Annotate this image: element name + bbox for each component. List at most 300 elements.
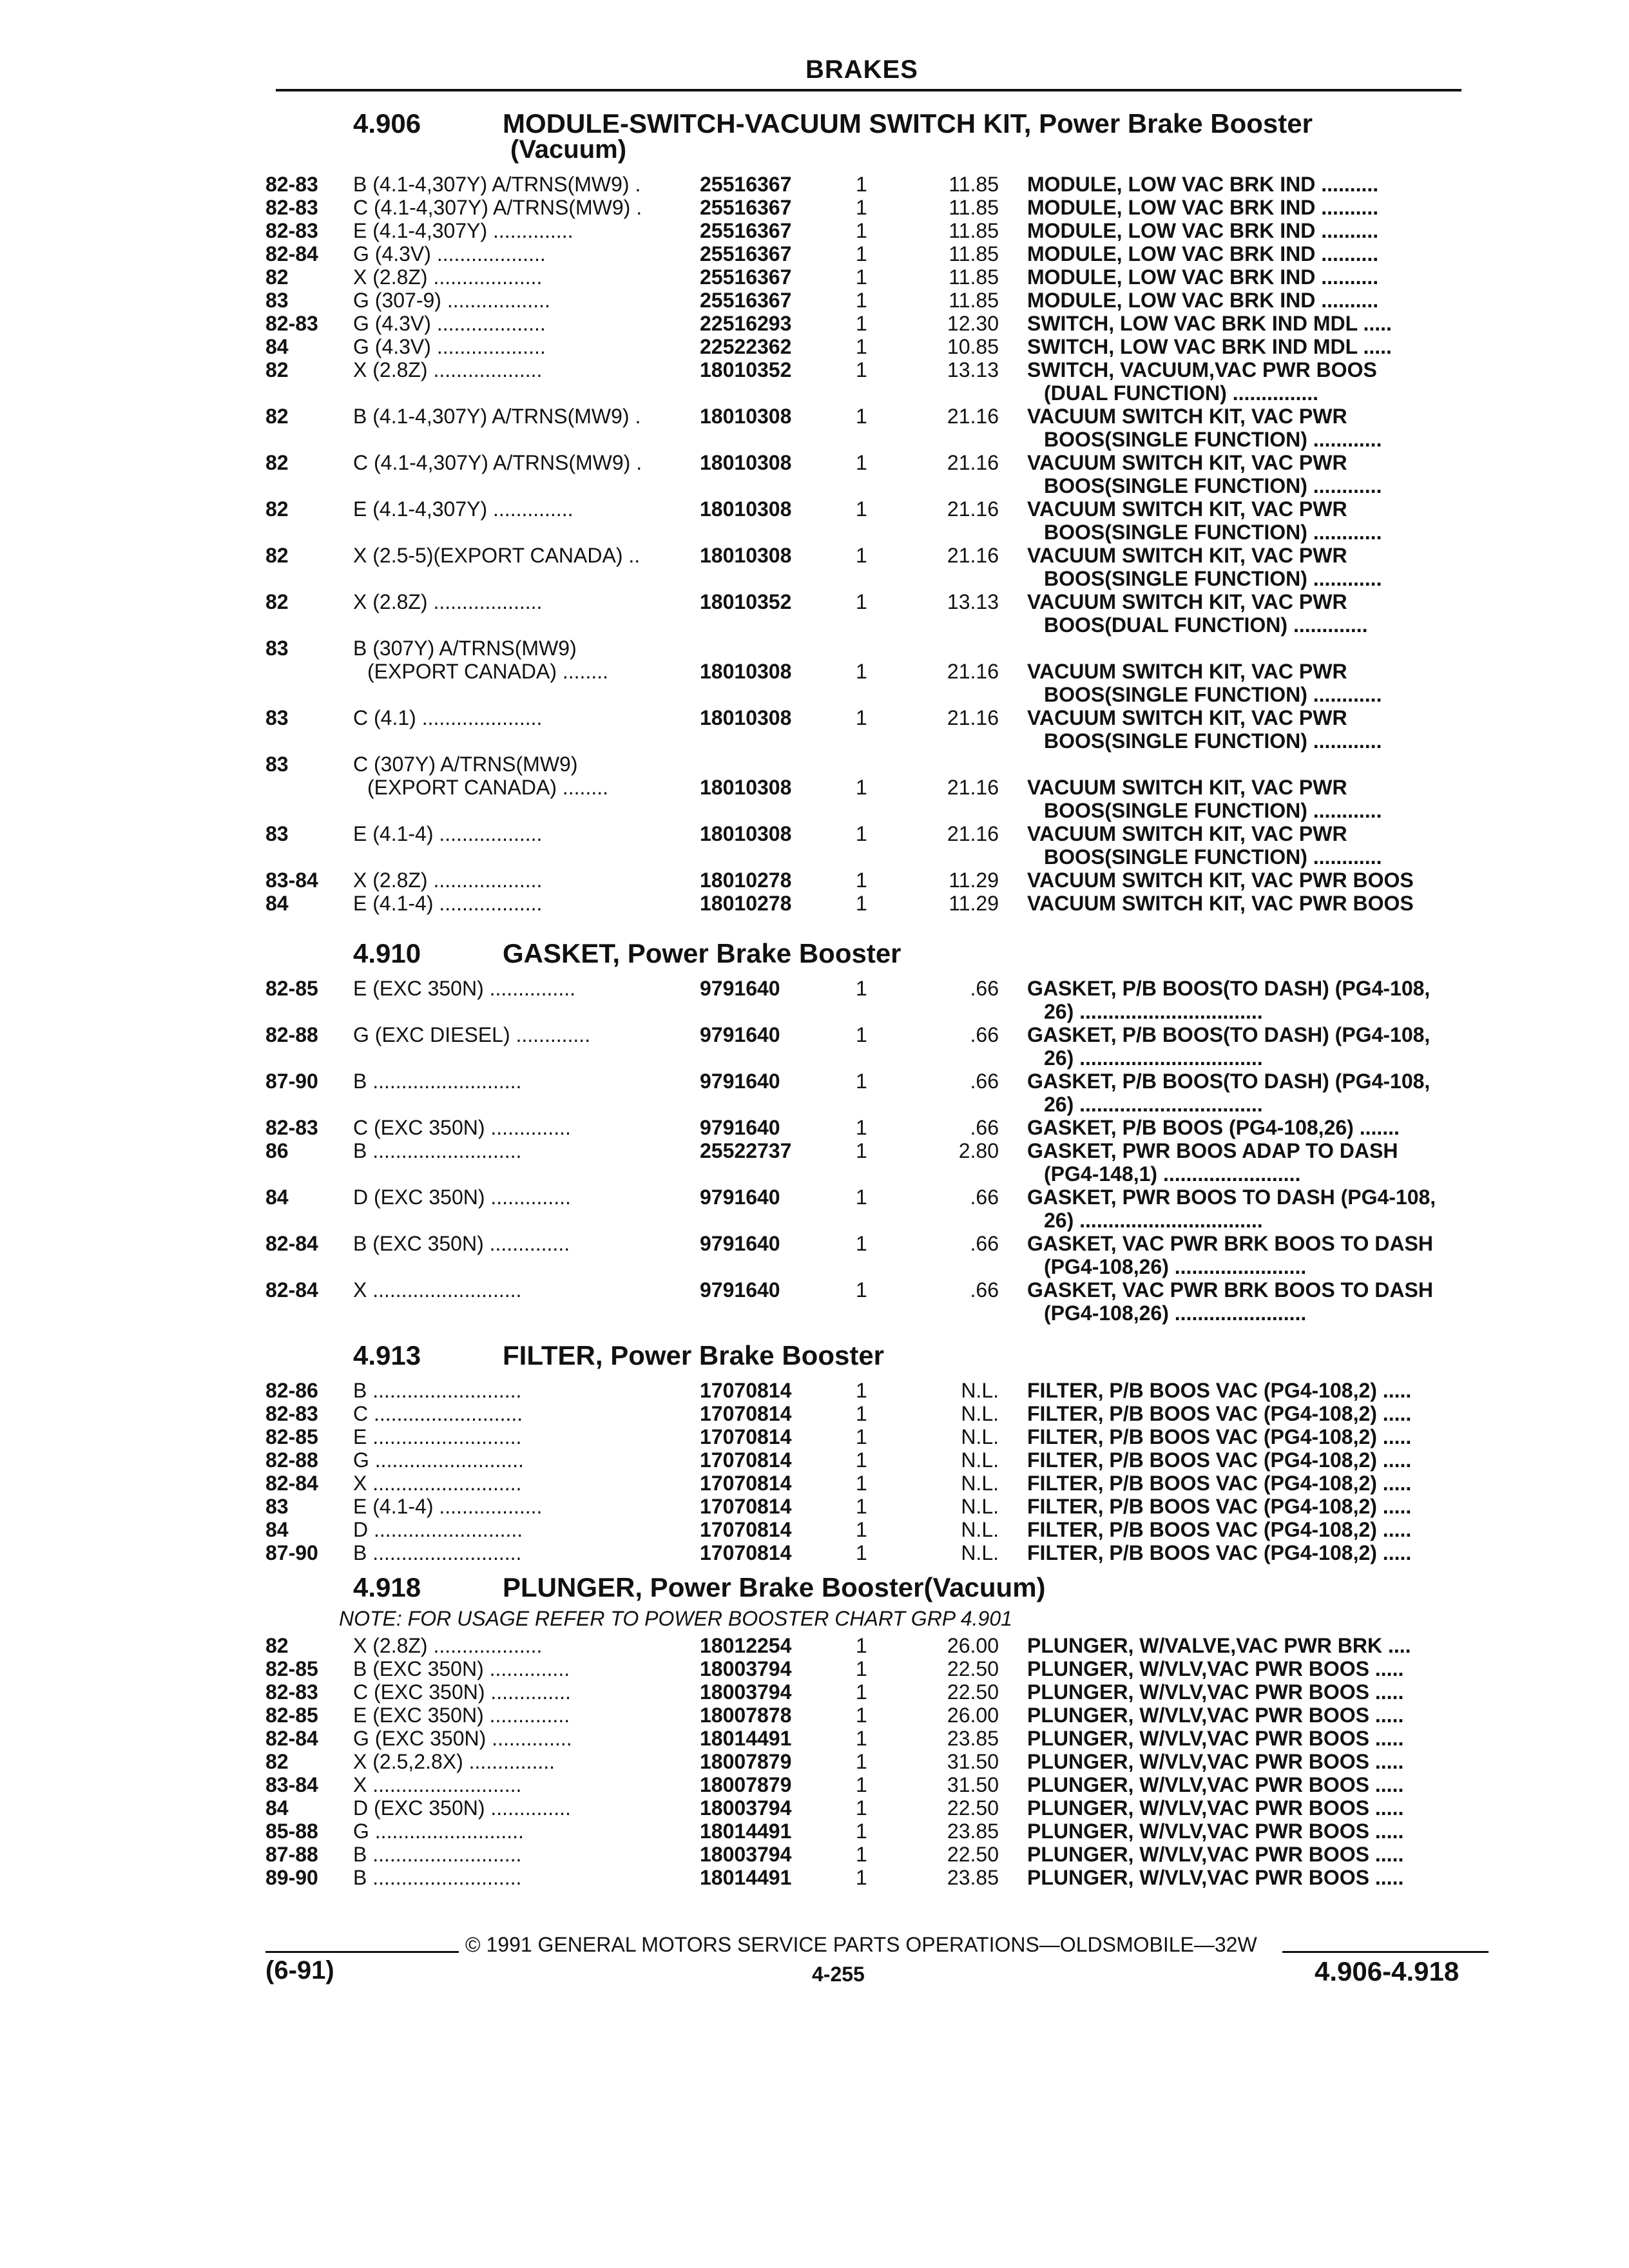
description-cell: PLUNGER, W/VLV,VAC PWR BOOS ..... (1027, 1820, 1404, 1843)
price-cell: 11.85 (949, 265, 999, 289)
year-cell: 82 (265, 358, 289, 381)
section-number: 4.918 (353, 1572, 421, 1602)
description-cell: MODULE, LOW VAC BRK IND .......... (1027, 219, 1379, 242)
description-cell-continued: 26) ................................ (1044, 1093, 1263, 1116)
header-divider (276, 89, 1461, 91)
vehicle-cell: X .......................... (353, 1278, 522, 1302)
year-cell: 89-90 (265, 1866, 318, 1889)
price-cell: .66 (970, 1278, 999, 1302)
year-cell: 82-83 (265, 1402, 318, 1425)
part-number-cell: 18010352 (700, 590, 792, 613)
year-cell: 82 (265, 265, 289, 289)
price-cell: 21.16 (947, 660, 999, 683)
quantity-cell: 1 (856, 660, 867, 683)
vehicle-cell: B .......................... (353, 1866, 522, 1889)
description-cell: PLUNGER, W/VLV,VAC PWR BOOS ..... (1027, 1680, 1404, 1704)
vehicle-cell: E (4.1-4) .................. (353, 892, 543, 915)
vehicle-cell: D .......................... (353, 1518, 523, 1541)
footer-date: (6-91) (265, 1956, 334, 1984)
quantity-cell: 1 (856, 1704, 867, 1727)
vehicle-cell: D (EXC 350N) .............. (353, 1796, 571, 1820)
quantity-cell: 1 (856, 590, 867, 613)
table-row (0, 497, 1629, 544)
price-cell: 22.50 (947, 1680, 999, 1704)
year-cell: 87-90 (265, 1070, 318, 1093)
year-cell: 87-88 (265, 1843, 318, 1866)
table-row (0, 1186, 1629, 1232)
year-cell: 82-83 (265, 219, 318, 242)
table-row (0, 706, 1629, 753)
quantity-cell: 1 (856, 451, 867, 474)
vehicle-cell: G (4.3V) ................... (353, 312, 546, 335)
table-row (0, 451, 1629, 497)
description-cell: PLUNGER, W/VLV,VAC PWR BOOS ..... (1027, 1796, 1404, 1820)
footer-copyright: © 1991 GENERAL MOTORS SERVICE PARTS OPERATIONS—OLDSMOBILE—32W (465, 1933, 1257, 1956)
vehicle-cell: B .......................... (353, 1139, 522, 1162)
description-cell: GASKET, PWR BOOS ADAP TO DASH (1027, 1139, 1398, 1162)
quantity-cell: 1 (856, 1023, 867, 1046)
quantity-cell: 1 (856, 1116, 867, 1139)
price-cell: N.L. (961, 1379, 999, 1402)
vehicle-cell: G (4.3V) ................... (353, 335, 546, 358)
price-cell: 21.16 (947, 776, 999, 799)
price-cell: 11.85 (949, 289, 999, 312)
part-number-cell: 25516367 (700, 289, 792, 312)
price-cell: 21.16 (947, 822, 999, 845)
part-number-cell: 9791640 (700, 1070, 780, 1093)
description-cell: FILTER, P/B BOOS VAC (PG4-108,2) ..... (1027, 1518, 1412, 1541)
vehicle-cell: G (4.3V) ................... (353, 242, 546, 265)
quantity-cell: 1 (856, 892, 867, 915)
description-cell: MODULE, LOW VAC BRK IND .......... (1027, 265, 1379, 289)
year-cell: 82-85 (265, 977, 318, 1000)
description-cell: GASKET, P/B BOOS(TO DASH) (PG4-108, (1027, 1070, 1431, 1093)
year-cell: 82-83 (265, 173, 318, 196)
description-cell: PLUNGER, W/VALVE,VAC PWR BRK .... (1027, 1634, 1411, 1657)
part-number-cell: 18010308 (700, 822, 792, 845)
year-cell: 83 (265, 753, 289, 776)
price-cell: N.L. (961, 1472, 999, 1495)
description-cell-continued: BOOS(SINGLE FUNCTION) ............ (1044, 567, 1382, 590)
quantity-cell: 1 (856, 1379, 867, 1402)
price-cell: .66 (970, 1070, 999, 1093)
part-number-cell: 18003794 (700, 1796, 792, 1820)
price-cell: 11.85 (949, 196, 999, 219)
description-cell: VACUUM SWITCH KIT, VAC PWR (1027, 590, 1347, 613)
part-number-cell: 18014491 (700, 1866, 792, 1889)
vehicle-cell: C (4.1-4,307Y) A/TRNS(MW9) . (353, 451, 642, 474)
description-cell: GASKET, P/B BOOS(TO DASH) (PG4-108, (1027, 1023, 1431, 1046)
table-row (0, 637, 1629, 706)
part-number-cell: 25516367 (700, 219, 792, 242)
part-number-cell: 18010308 (700, 544, 792, 567)
description-cell-continued: BOOS(SINGLE FUNCTION) ............ (1044, 521, 1382, 544)
quantity-cell: 1 (856, 544, 867, 567)
description-cell-continued: (DUAL FUNCTION) ............... (1044, 381, 1319, 405)
part-number-cell: 18010278 (700, 892, 792, 915)
description-cell-continued: BOOS(SINGLE FUNCTION) ............ (1044, 799, 1382, 822)
vehicle-cell: X (2.8Z) ................... (353, 358, 543, 381)
quantity-cell: 1 (856, 1448, 867, 1472)
part-number-cell: 18007878 (700, 1704, 792, 1727)
vehicle-cell: E (4.1-4) .................. (353, 822, 543, 845)
price-cell: 11.29 (949, 869, 999, 892)
vehicle-cell: C (4.1) ..................... (353, 706, 543, 729)
quantity-cell: 1 (856, 1186, 867, 1209)
description-cell: FILTER, P/B BOOS VAC (PG4-108,2) ..... (1027, 1379, 1412, 1402)
quantity-cell: 1 (856, 1843, 867, 1866)
description-cell-continued: BOOS(SINGLE FUNCTION) ............ (1044, 683, 1382, 706)
description-cell: SWITCH, LOW VAC BRK IND MDL ..... (1027, 335, 1392, 358)
vehicle-cell: C (EXC 350N) .............. (353, 1116, 571, 1139)
price-cell: 13.13 (947, 590, 999, 613)
table-row (0, 1139, 1629, 1186)
vehicle-cell: C (EXC 350N) .............. (353, 1680, 571, 1704)
quantity-cell: 1 (856, 1402, 867, 1425)
quantity-cell: 1 (856, 1278, 867, 1302)
part-number-cell: 9791640 (700, 1023, 780, 1046)
part-number-cell: 18010308 (700, 776, 792, 799)
vehicle-cell: D (EXC 350N) .............. (353, 1186, 571, 1209)
quantity-cell: 1 (856, 1472, 867, 1495)
year-cell: 82 (265, 451, 289, 474)
part-number-cell: 18014491 (700, 1820, 792, 1843)
description-cell: VACUUM SWITCH KIT, VAC PWR (1027, 822, 1347, 845)
description-cell: VACUUM SWITCH KIT, VAC PWR BOOS (1027, 892, 1414, 915)
year-cell: 86 (265, 1139, 289, 1162)
part-number-cell: 25516367 (700, 242, 792, 265)
description-cell-continued: 26) ................................ (1044, 1000, 1263, 1023)
description-cell-continued: (PG4-108,26) ....................... (1044, 1255, 1307, 1278)
table-row (0, 1023, 1629, 1070)
price-cell: N.L. (961, 1402, 999, 1425)
description-cell: PLUNGER, W/VLV,VAC PWR BOOS ..... (1027, 1704, 1404, 1727)
vehicle-cell: G (307-9) .................. (353, 289, 550, 312)
description-cell: PLUNGER, W/VLV,VAC PWR BOOS ..... (1027, 1866, 1404, 1889)
quantity-cell: 1 (856, 1634, 867, 1657)
table-row (0, 977, 1629, 1023)
part-number-cell: 25522737 (700, 1139, 792, 1162)
section-number: 4.913 (353, 1340, 421, 1370)
year-cell: 84 (265, 892, 289, 915)
table-row (0, 590, 1629, 637)
section-title: PLUNGER, Power Brake Booster(Vacuum) (503, 1572, 1046, 1602)
part-number-cell: 18010308 (700, 451, 792, 474)
vehicle-cell: B .......................... (353, 1070, 522, 1093)
table-row (0, 753, 1629, 822)
part-number-cell: 18003794 (700, 1680, 792, 1704)
description-cell: MODULE, LOW VAC BRK IND .......... (1027, 242, 1379, 265)
price-cell: 12.30 (947, 312, 999, 335)
quantity-cell: 1 (856, 405, 867, 428)
vehicle-cell: B (EXC 350N) .............. (353, 1232, 570, 1255)
vehicle-cell: E (4.1-4,307Y) .............. (353, 497, 574, 521)
price-cell: 11.85 (949, 173, 999, 196)
description-cell-continued: BOOS(SINGLE FUNCTION) ............ (1044, 428, 1382, 451)
quantity-cell: 1 (856, 776, 867, 799)
description-cell-continued: 26) ................................ (1044, 1046, 1263, 1070)
vehicle-cell: X .......................... (353, 1773, 522, 1796)
part-number-cell: 17070814 (700, 1379, 792, 1402)
year-cell: 84 (265, 1186, 289, 1209)
price-cell: 23.85 (947, 1727, 999, 1750)
description-cell: PLUNGER, W/VLV,VAC PWR BOOS ..... (1027, 1843, 1404, 1866)
year-cell: 83-84 (265, 869, 318, 892)
vehicle-cell: B .......................... (353, 1541, 522, 1564)
year-cell: 82 (265, 544, 289, 567)
vehicle-cell: C (307Y) A/TRNS(MW9) (353, 753, 578, 776)
vehicle-cell: B (4.1-4,307Y) A/TRNS(MW9) . (353, 405, 641, 428)
section-title: GASKET, Power Brake Booster (503, 938, 901, 968)
part-number-cell: 17070814 (700, 1495, 792, 1518)
footer-rule-right (1282, 1951, 1489, 1953)
price-cell: N.L. (961, 1541, 999, 1564)
vehicle-cell-continued: (EXPORT CANADA) ........ (367, 660, 608, 683)
vehicle-cell: E (EXC 350N) .............. (353, 1704, 570, 1727)
quantity-cell: 1 (856, 242, 867, 265)
footer-page-number: 4-255 (812, 1963, 865, 1986)
quantity-cell: 1 (856, 173, 867, 196)
part-number-cell: 18012254 (700, 1634, 792, 1657)
description-cell: GASKET, P/B BOOS(TO DASH) (PG4-108, (1027, 977, 1431, 1000)
part-number-cell: 17070814 (700, 1402, 792, 1425)
part-number-cell: 18010352 (700, 358, 792, 381)
price-cell: 26.00 (947, 1704, 999, 1727)
description-cell-continued: 26) ................................ (1044, 1209, 1263, 1232)
price-cell: 11.85 (949, 219, 999, 242)
description-cell: FILTER, P/B BOOS VAC (PG4-108,2) ..... (1027, 1495, 1412, 1518)
price-cell: .66 (970, 1186, 999, 1209)
description-cell: VACUUM SWITCH KIT, VAC PWR (1027, 544, 1347, 567)
table-row (0, 892, 1629, 938)
price-cell: N.L. (961, 1495, 999, 1518)
quantity-cell: 1 (856, 335, 867, 358)
year-cell: 83-84 (265, 1773, 318, 1796)
vehicle-cell: B .......................... (353, 1379, 522, 1402)
part-number-cell: 18010308 (700, 706, 792, 729)
quantity-cell: 1 (856, 1750, 867, 1773)
price-cell: N.L. (961, 1448, 999, 1472)
part-number-cell: 9791640 (700, 1278, 780, 1302)
table-row (0, 544, 1629, 590)
price-cell: 22.50 (947, 1843, 999, 1866)
vehicle-cell: G .......................... (353, 1820, 524, 1843)
part-number-cell: 25516367 (700, 196, 792, 219)
section-note: NOTE: FOR USAGE REFER TO POWER BOOSTER CHART GRP 4.901 (339, 1607, 1012, 1630)
description-cell: GASKET, PWR BOOS TO DASH (PG4-108, (1027, 1186, 1436, 1209)
part-number-cell: 17070814 (700, 1541, 792, 1564)
description-cell: VACUUM SWITCH KIT, VAC PWR (1027, 405, 1347, 428)
description-cell: GASKET, P/B BOOS (PG4-108,26) ....... (1027, 1116, 1400, 1139)
description-cell: VACUUM SWITCH KIT, VAC PWR (1027, 451, 1347, 474)
description-cell: VACUUM SWITCH KIT, VAC PWR (1027, 497, 1347, 521)
section-title: FILTER, Power Brake Booster (503, 1340, 885, 1370)
part-number-cell: 17070814 (700, 1518, 792, 1541)
part-number-cell: 18003794 (700, 1657, 792, 1680)
vehicle-cell: G (EXC DIESEL) ............. (353, 1023, 591, 1046)
price-cell: 13.13 (947, 358, 999, 381)
year-cell: 82-83 (265, 196, 318, 219)
price-cell: 21.16 (947, 451, 999, 474)
year-cell: 82-88 (265, 1023, 318, 1046)
table-row (0, 1866, 1629, 1912)
quantity-cell: 1 (856, 1495, 867, 1518)
quantity-cell: 1 (856, 1820, 867, 1843)
year-cell: 83 (265, 1495, 289, 1518)
quantity-cell: 1 (856, 869, 867, 892)
year-cell: 84 (265, 1796, 289, 1820)
description-cell-continued: BOOS(SINGLE FUNCTION) ............ (1044, 845, 1382, 869)
part-number-cell: 18010278 (700, 869, 792, 892)
quantity-cell: 1 (856, 822, 867, 845)
description-cell-continued: BOOS(DUAL FUNCTION) ............. (1044, 613, 1368, 637)
section-subtitle: (Vacuum) (510, 135, 627, 164)
part-number-cell: 9791640 (700, 1186, 780, 1209)
price-cell: 21.16 (947, 544, 999, 567)
part-number-cell: 25516367 (700, 173, 792, 196)
part-number-cell: 18014491 (700, 1727, 792, 1750)
year-cell: 87-90 (265, 1541, 318, 1564)
part-number-cell: 18010308 (700, 405, 792, 428)
year-cell: 82-85 (265, 1425, 318, 1448)
part-number-cell: 25516367 (700, 265, 792, 289)
quantity-cell: 1 (856, 1232, 867, 1255)
year-cell: 82 (265, 1750, 289, 1773)
price-cell: 11.85 (949, 242, 999, 265)
vehicle-cell: E (4.1-4) .................. (353, 1495, 543, 1518)
year-cell: 82-84 (265, 1278, 318, 1302)
description-cell: FILTER, P/B BOOS VAC (PG4-108,2) ..... (1027, 1541, 1412, 1564)
description-cell: GASKET, VAC PWR BRK BOOS TO DASH (1027, 1232, 1433, 1255)
quantity-cell: 1 (856, 289, 867, 312)
part-number-cell: 22522362 (700, 335, 792, 358)
year-cell: 82-86 (265, 1379, 318, 1402)
description-cell: MODULE, LOW VAC BRK IND .......... (1027, 196, 1379, 219)
year-cell: 83 (265, 706, 289, 729)
quantity-cell: 1 (856, 977, 867, 1000)
part-number-cell: 9791640 (700, 1116, 780, 1139)
vehicle-cell: B (307Y) A/TRNS(MW9) (353, 637, 577, 660)
description-cell: VACUUM SWITCH KIT, VAC PWR (1027, 706, 1347, 729)
part-number-cell: 18010308 (700, 660, 792, 683)
year-cell: 84 (265, 1518, 289, 1541)
description-cell-continued: BOOS(SINGLE FUNCTION) ............ (1044, 474, 1382, 497)
year-cell: 84 (265, 335, 289, 358)
table-row (0, 1232, 1629, 1278)
vehicle-cell: E .......................... (353, 1425, 522, 1448)
quantity-cell: 1 (856, 219, 867, 242)
part-number-cell: 17070814 (700, 1472, 792, 1495)
description-cell: VACUUM SWITCH KIT, VAC PWR (1027, 776, 1347, 799)
description-cell: MODULE, LOW VAC BRK IND .......... (1027, 289, 1379, 312)
vehicle-cell: X .......................... (353, 1472, 522, 1495)
year-cell: 82-83 (265, 312, 318, 335)
quantity-cell: 1 (856, 196, 867, 219)
description-cell: MODULE, LOW VAC BRK IND .......... (1027, 173, 1379, 196)
year-cell: 83 (265, 637, 289, 660)
price-cell: 22.50 (947, 1657, 999, 1680)
description-cell: PLUNGER, W/VLV,VAC PWR BOOS ..... (1027, 1750, 1404, 1773)
price-cell: N.L. (961, 1518, 999, 1541)
year-cell: 82 (265, 590, 289, 613)
year-cell: 82-84 (265, 1727, 318, 1750)
year-cell: 85-88 (265, 1820, 318, 1843)
vehicle-cell: G (EXC 350N) .............. (353, 1727, 572, 1750)
quantity-cell: 1 (856, 497, 867, 521)
table-row (0, 358, 1629, 405)
part-number-cell: 9791640 (700, 1232, 780, 1255)
vehicle-cell: E (4.1-4,307Y) .............. (353, 219, 574, 242)
year-cell: 82-85 (265, 1657, 318, 1680)
price-cell: 23.85 (947, 1866, 999, 1889)
year-cell: 82 (265, 1634, 289, 1657)
year-cell: 82-83 (265, 1116, 318, 1139)
year-cell: 83 (265, 822, 289, 845)
year-cell: 82-85 (265, 1704, 318, 1727)
year-cell: 82-83 (265, 1680, 318, 1704)
price-cell: .66 (970, 1116, 999, 1139)
description-cell: PLUNGER, W/VLV,VAC PWR BOOS ..... (1027, 1657, 1404, 1680)
price-cell: N.L. (961, 1425, 999, 1448)
description-cell: FILTER, P/B BOOS VAC (PG4-108,2) ..... (1027, 1425, 1412, 1448)
price-cell: 31.50 (947, 1750, 999, 1773)
vehicle-cell: X (2.8Z) ................... (353, 869, 543, 892)
quantity-cell: 1 (856, 706, 867, 729)
quantity-cell: 1 (856, 265, 867, 289)
year-cell: 82-84 (265, 242, 318, 265)
part-number-cell: 18010308 (700, 497, 792, 521)
description-cell: SWITCH, VACUUM,VAC PWR BOOS (1027, 358, 1377, 381)
quantity-cell: 1 (856, 1773, 867, 1796)
vehicle-cell: B .......................... (353, 1843, 522, 1866)
description-cell-continued: BOOS(SINGLE FUNCTION) ............ (1044, 729, 1382, 753)
description-cell: VACUUM SWITCH KIT, VAC PWR (1027, 660, 1347, 683)
price-cell: 31.50 (947, 1773, 999, 1796)
description-cell: FILTER, P/B BOOS VAC (PG4-108,2) ..... (1027, 1448, 1412, 1472)
description-cell: PLUNGER, W/VLV,VAC PWR BOOS ..... (1027, 1773, 1404, 1796)
price-cell: 21.16 (947, 497, 999, 521)
year-cell: 82-88 (265, 1448, 318, 1472)
quantity-cell: 1 (856, 358, 867, 381)
vehicle-cell: X (2.8Z) ................... (353, 1634, 543, 1657)
price-cell: .66 (970, 1023, 999, 1046)
vehicle-cell: X (2.8Z) ................... (353, 265, 543, 289)
table-row (0, 1278, 1629, 1325)
quantity-cell: 1 (856, 1866, 867, 1889)
price-cell: 21.16 (947, 405, 999, 428)
section-number: 4.906 (353, 108, 421, 139)
table-row (0, 1070, 1629, 1116)
quantity-cell: 1 (856, 1796, 867, 1820)
part-number-cell: 18003794 (700, 1843, 792, 1866)
quantity-cell: 1 (856, 1657, 867, 1680)
year-cell: 83 (265, 289, 289, 312)
year-cell: 82-84 (265, 1472, 318, 1495)
quantity-cell: 1 (856, 1680, 867, 1704)
price-cell: 10.85 (947, 335, 999, 358)
vehicle-cell: B (EXC 350N) .............. (353, 1657, 570, 1680)
vehicle-cell: B (4.1-4,307Y) A/TRNS(MW9) . (353, 173, 641, 196)
description-cell: FILTER, P/B BOOS VAC (PG4-108,2) ..... (1027, 1472, 1412, 1495)
quantity-cell: 1 (856, 1070, 867, 1093)
description-cell: VACUUM SWITCH KIT, VAC PWR BOOS (1027, 869, 1414, 892)
price-cell: 2.80 (958, 1139, 999, 1162)
price-cell: 22.50 (947, 1796, 999, 1820)
section-title: MODULE-SWITCH-VACUUM SWITCH KIT, Power Brake Booster (503, 108, 1313, 139)
quantity-cell: 1 (856, 1727, 867, 1750)
year-cell: 82 (265, 405, 289, 428)
quantity-cell: 1 (856, 312, 867, 335)
